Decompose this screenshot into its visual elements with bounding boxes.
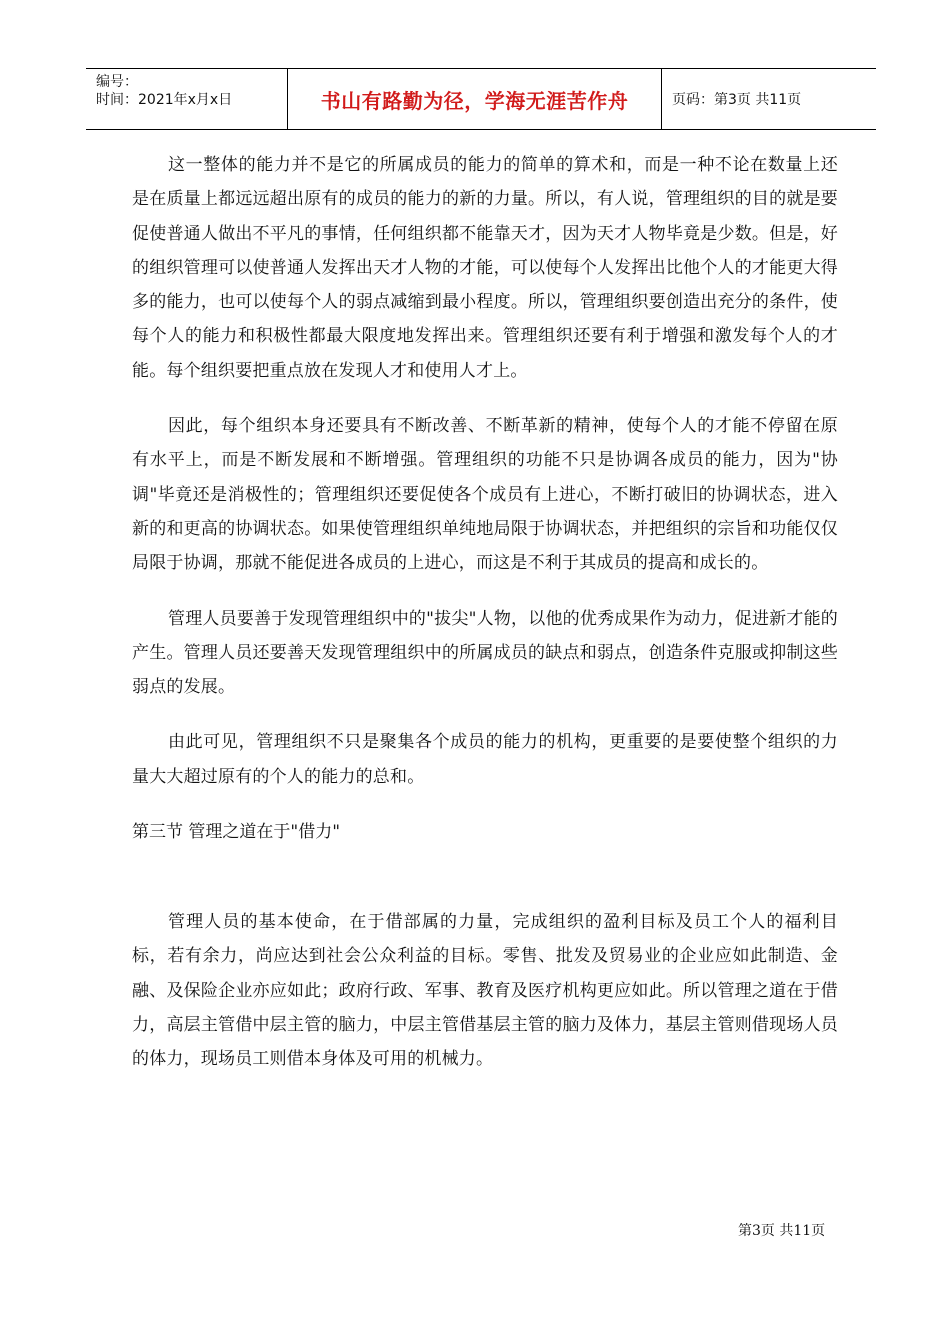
time-label: 时间：2021年x月x日 [96, 92, 233, 108]
motto: 书山有路勤为径，学海无涯苦作舟 [320, 88, 629, 113]
section-title: 第三节 管理之道在于"借力" [132, 822, 341, 843]
paragraph: 管理人员的基本使命，在于借部属的力量，完成组织的盈利目标及员工个人的福利目标，若有余力，尚应达到社会公众利益的目标。零售、批发及贸易业的企业应如此制造、金融、及保险企业亦应如此；政府行政、军事、教育及医疗机构更应如此。所以管理之道在于借力，高层主管借中层主管的脑力，中层主管借基层主管的脑力及体力，基层主管则借现场人员的体力，现场员工则借本身体及可用的机械力。 [132, 912, 838, 1070]
header-meta [86, 69, 288, 129]
paragraph: 这一整体的能力并不是它的所属成员的能力的简单的算术和，而是一种不论在数量上还是在质量上都远远超出原有的成员的能力的新的力量。所以，有人说，管理组织的目的就是要促使普通人做出不平凡的事情，任何组织都不能靠天才，因为天才人物毕竟是少数。但是，好的组织管理可以使普通人发挥出天才人物的才能，可以使每个人发挥出比他个人的才能更大得多的能力，也可以使每个人的弱点减缩到最小程度。所以，管理组织要创造出充分的条件，使每个人的能力和积极性都最大限度地发挥出来。管理组织还要有利于增强和激发每个人的才能。每个组织要把重点放在发现人才和使用人才上。 [132, 155, 838, 381]
paragraph: 因此，每个组织本身还要具有不断改善、不断革新的精神，使每个人的才能不停留在原有水平上，而是不断发展和不断增强。管理组织的功能不只是协调各成员的能力，因为"协调"毕竟还是消极性的；管理组织还要促使各个成员有上进心，不断打破旧的协调状态，进入新的和更高的协调状态。如果使管理组织单纯地局限于协调状态，并把组织的宗旨和功能仅仅局限于协调，那就不能促进各成员的上进心，而这是不利于其成员的提高和成长的。 [132, 416, 838, 574]
header-motto-cell [288, 69, 662, 129]
page-footer: 第3页 共11页 [738, 1223, 826, 1239]
page-label: 页码：第3页 共11页 [672, 92, 802, 108]
page-header [86, 68, 876, 130]
paragraph: 由此可见，管理组织不只是聚集各个成员的能力的机构，更重要的是要使整个组织的力量大大超过原有的个人的能力的总和。 [132, 732, 838, 787]
paragraph: 管理人员要善于发现管理组织中的"拔尖"人物，以他的优秀成果作为动力，促进新才能的产生。管理人员还要善天发现管理组织中的所属成员的缺点和弱点，创造条件克服或抑制这些弱点的发展。 [132, 608, 838, 698]
document-body [132, 148, 838, 1098]
header-page-cell [662, 69, 876, 129]
number-label: 编号： [96, 74, 138, 90]
